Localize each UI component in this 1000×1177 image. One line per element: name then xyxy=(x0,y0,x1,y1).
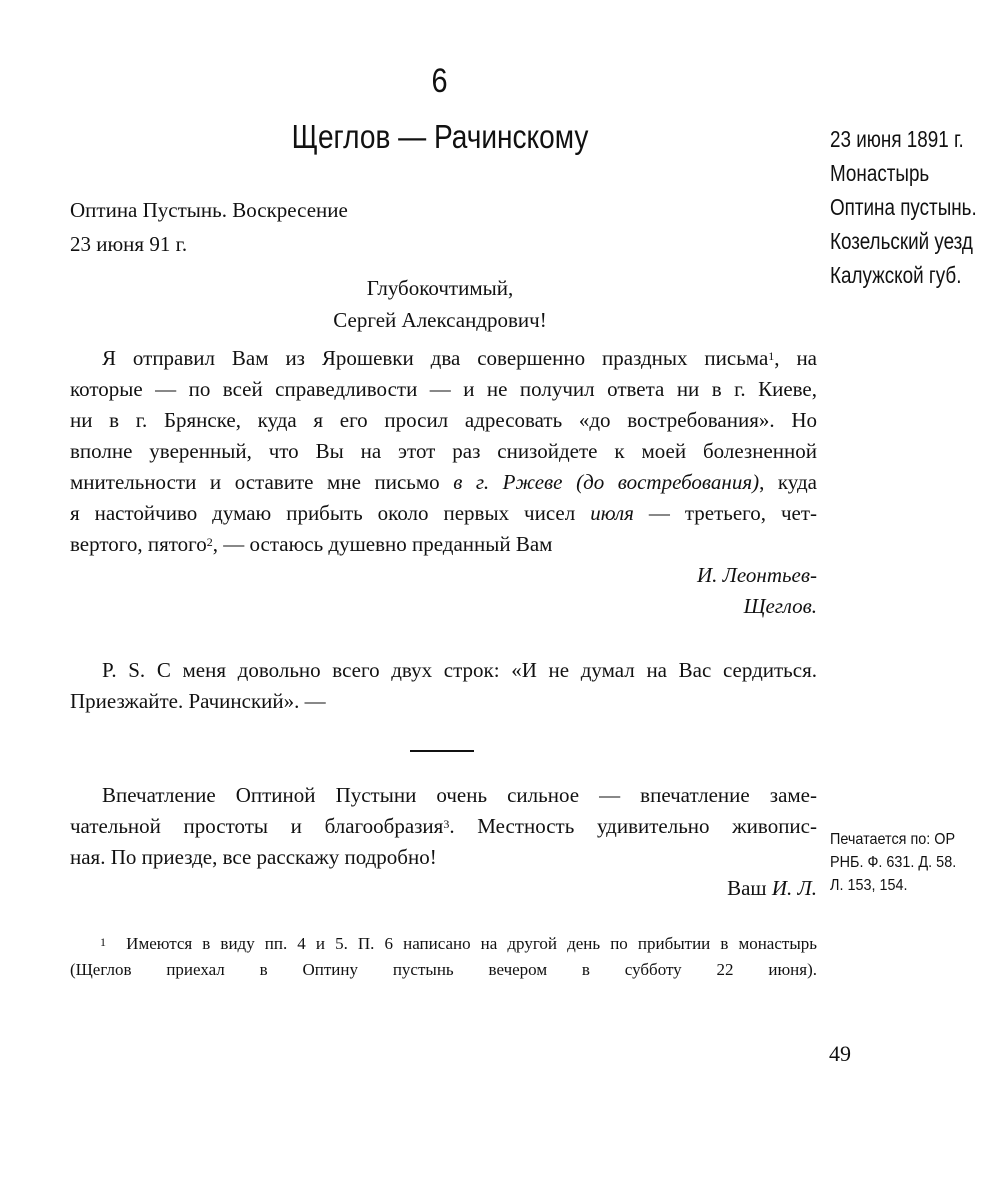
footnote-line: (Щеглов приехал в Оптину пустынь вечером в субботу 22 июня). xyxy=(70,960,817,979)
margin-line: 23 июня 1891 г. xyxy=(830,126,964,152)
text-line: Впечатление Оптиной Пустыни очень сильное — впечатление заме- xyxy=(102,783,817,807)
salutation-line: Сергей Александрович! xyxy=(333,308,547,332)
letter-number: 6 xyxy=(431,62,449,100)
letter-date: 23 июня 91 г. xyxy=(70,232,188,256)
letter-place: Оптина Пустынь. Воскресение xyxy=(70,198,348,222)
footnote-ref[interactable]: 2 xyxy=(206,535,213,549)
source-line: РНБ. Ф. 631. Д. 58. xyxy=(830,854,957,871)
postscript xyxy=(70,655,817,717)
section-divider xyxy=(410,750,474,752)
signature-line: Щеглов. xyxy=(743,594,817,618)
text-line: мнительности и оставите мне письмо в г. Ржеве (до востребования), куда xyxy=(70,470,817,494)
text-line: чательной простоты и благообразия$^3$. Местность удивительно живопис- xyxy=(70,814,817,838)
closing-line: Ваш И. Л. xyxy=(727,876,817,900)
letter-title: Щеглов — Рачинскому xyxy=(291,118,589,155)
text-line: Приезжайте. Рачинский». — xyxy=(70,689,326,713)
salutation xyxy=(0,272,880,336)
margin-line: Монастырь xyxy=(830,160,930,186)
footnote-marker: 1 xyxy=(100,935,106,949)
footnote-ref[interactable]: 3 xyxy=(443,817,450,831)
salutation-line: Глубокочтимый, xyxy=(366,276,514,300)
margin-line: Оптина пустынь. xyxy=(830,194,977,220)
footnote xyxy=(70,931,817,983)
text-line: ни в г. Брянске, куда я его просил адресовать «до востребования». Но xyxy=(70,408,817,432)
text-line: Я отправил Вам из Ярошевки два совершенно праздных письма$^1$, на xyxy=(102,346,818,370)
source-line: Печатается по: ОР xyxy=(830,831,956,848)
page-number: 49 xyxy=(829,1041,851,1066)
margin-date-note xyxy=(830,122,977,292)
letter-paragraph-1 xyxy=(70,343,817,622)
signature-line: И. Леонтьев- xyxy=(696,563,817,587)
text-line: вполне уверенный, что Вы на этот раз снизойдете к моей болезненной xyxy=(70,439,817,463)
margin-line: Калужской губ. xyxy=(830,262,962,288)
source-note xyxy=(830,828,983,897)
source-line: Л. 153, 154. xyxy=(830,877,908,894)
text-line: я настойчиво думаю прибыть около первых чисел июля — третьего, чет- xyxy=(70,501,818,525)
letter-heading xyxy=(70,193,348,261)
margin-line: Козельский уезд xyxy=(830,228,973,254)
letter-paragraph-2 xyxy=(70,780,817,904)
text-line: P. S. С меня довольно всего двух строк: «И не думал на Вас сердиться. xyxy=(102,658,817,682)
text-line: ная. По приезде, все расскажу подробно! xyxy=(70,845,437,869)
footnote-ref[interactable]: 1 xyxy=(768,349,775,363)
text-line: вертого, пятого$^2$, — остаюсь душевно преданный Вам xyxy=(70,532,553,556)
footnote-line: $^1$ Имеются в виду пп. 4 и 5. П. 6 написано на другой день по прибытии в монастырь xyxy=(100,934,818,953)
text-line: которые — по всей справедливости — и не получил ответа ни в г. Киеве, xyxy=(70,377,817,401)
